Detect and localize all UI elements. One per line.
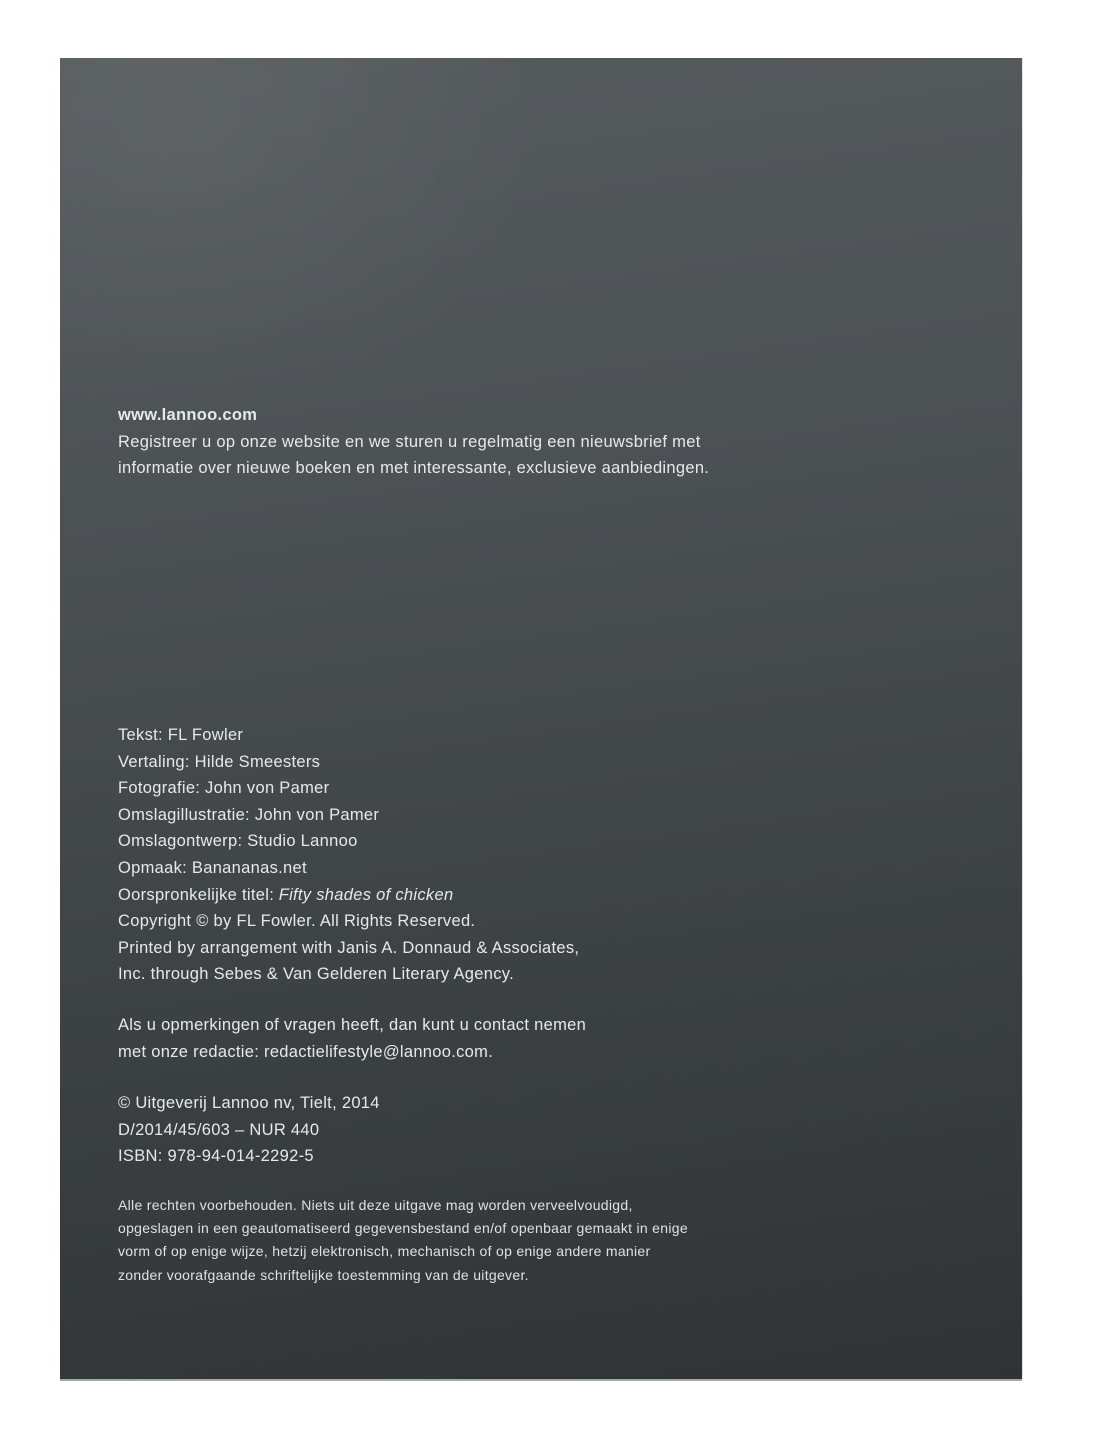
rights-line-1: Alle rechten voorbehouden. Niets uit deze uitgave mag worden verveelvoudigd, (118, 1197, 633, 1213)
publisher-block (118, 1090, 380, 1170)
rights-line-3: vorm of op enige wijze, hetzij elektronisch, mechanisch of op enige andere manier (118, 1243, 651, 1260)
publisher-isbn: ISBN: 978-94-014-2292-5 (118, 1147, 314, 1166)
original-title-value: Fifty shades of chicken (278, 885, 454, 904)
rights-line-4: zonder voorafgaande schriftelijke toestemming van de uitgever. (118, 1266, 529, 1283)
credit-vertaling: Vertaling: Hilde Smeesters (118, 752, 321, 771)
publisher-depot-nur: D/2014/45/603 – NUR 440 (118, 1120, 320, 1139)
credits-block (118, 722, 579, 988)
printed-arrangement-line-1: Printed by arrangement with Janis A. Donnaud & Associates, (118, 938, 580, 957)
credit-opmaak: Opmaak: Banananas.net (118, 858, 307, 877)
website-info-block (118, 402, 709, 482)
contact-line-1: Als u opmerkingen of vragen heeft, dan kunt u contact nemen (118, 1016, 587, 1034)
original-title-line (118, 882, 579, 909)
original-title-label: Oorspronkelijke titel: (118, 885, 275, 904)
publisher-copyright: © Uitgeverij Lannoo nv, Tielt, 2014 (118, 1094, 380, 1112)
rights-notice-block (118, 1194, 688, 1287)
credit-tekst: Tekst: FL Fowler (118, 726, 244, 744)
rights-line-2: opgeslagen in een geautomatiseerd gegevensbestand en/of openbaar gemaakt in enige (118, 1220, 688, 1237)
printed-arrangement-line-2: Inc. through Sebes & Van Gelderen Literary Agency. (118, 965, 514, 984)
website-newsletter-line-1: Registreer u op onze website en we sturen u regelmatig een nieuwsbrief met (118, 432, 701, 451)
website-newsletter-line-2: informatie over nieuwe boeken en met interessante, exclusieve aanbiedingen. (118, 459, 710, 478)
contact-line-2: met onze redactie: redactielifestyle@lannoo.com. (118, 1042, 494, 1061)
credit-omslagillustratie: Omslagillustratie: John von Pamer (118, 805, 380, 824)
book-colophon-page (60, 58, 1022, 1379)
contact-block (118, 1012, 586, 1065)
copyright-holder-line: Copyright © by FL Fowler. All Rights Reserved. (118, 912, 476, 931)
credit-fotografie: Fotografie: John von Pamer (118, 779, 330, 798)
website-url: www.lannoo.com (118, 406, 258, 424)
credit-omslagontwerp: Omslagontwerp: Studio Lannoo (118, 832, 358, 851)
